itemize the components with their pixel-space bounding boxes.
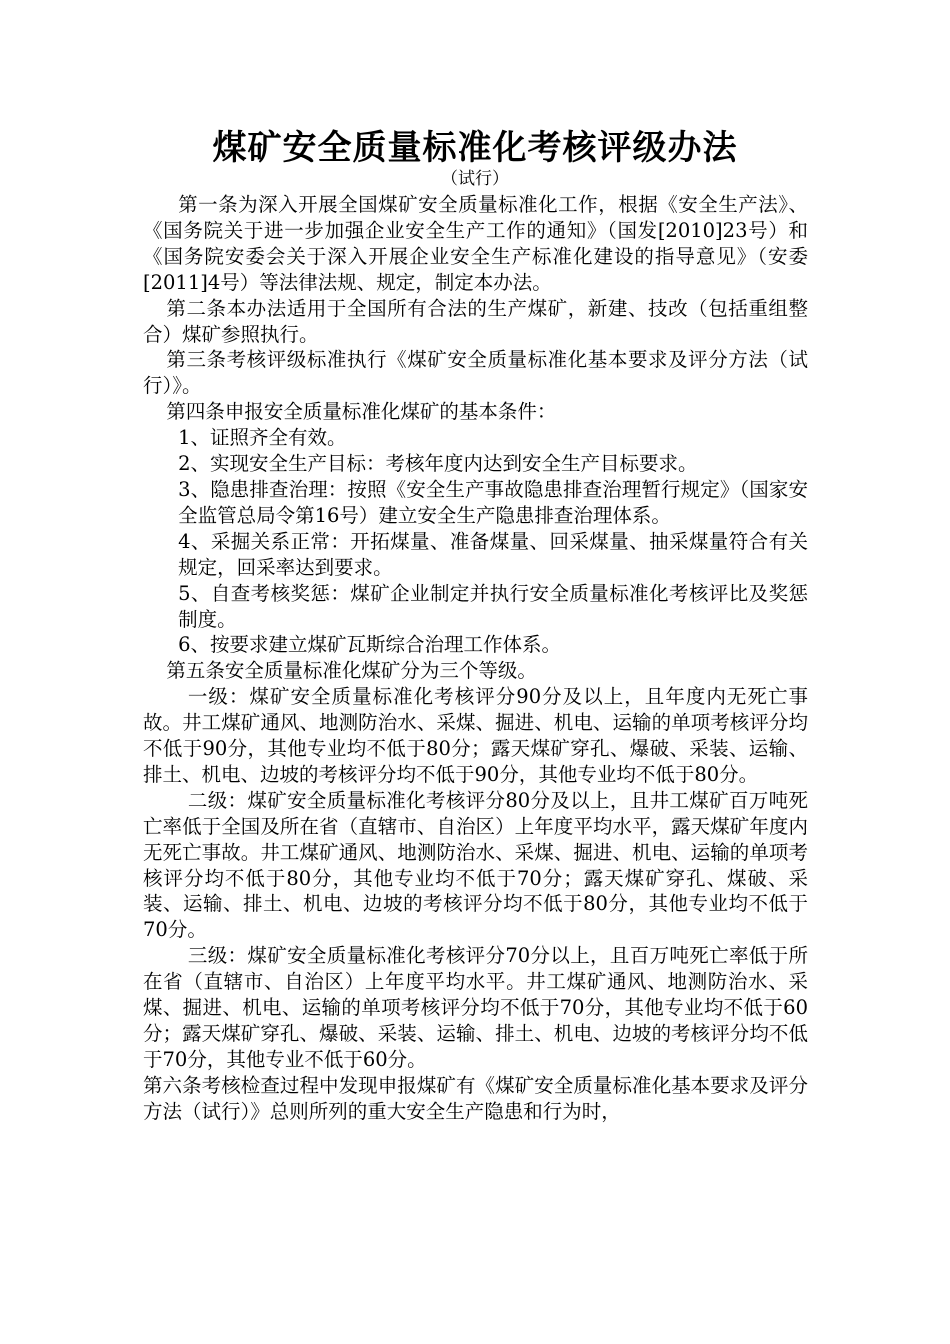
article-6: 第六条考核检查过程中发现申报煤矿有《煤矿安全质量标准化基本要求及评分方法（试行）》总则所列的重大安全生产隐患和行为时，	[143, 1073, 808, 1123]
level-3-paragraph: 三级：煤矿安全质量标准化考核评分70分以上，且百万吨死亡率低于所在省（直辖市、自治区）上年度平均水平。井工煤矿通风、地测防治水、采煤、掘进、机电、运输的单项考核评分均不低于70分，其他专业均不低于60分；露天煤矿穿孔、爆破、采装、运输、排土、机电、边坡的考核评分均不低于70分，其他专业不低于60分。	[143, 944, 808, 1071]
document-subtitle: （试行）	[441, 169, 509, 189]
document-body	[143, 192, 808, 1125]
condition-item-2: 2、实现安全生产目标：考核年度内达到安全生产目标要求。	[178, 452, 698, 476]
condition-item-5: 5、自查考核奖惩：煤矿企业制定并执行安全质量标准化考核评比及奖惩制度。	[178, 581, 808, 631]
condition-item-4: 4、采掘关系正常：开拓煤量、准备煤量、回采煤量、抽采煤量符合有关规定，回采率达到要求。	[178, 529, 808, 579]
document-title: 煤矿安全质量标准化考核评级办法	[212, 128, 738, 168]
article-2: 第二条本办法适用于全国所有合法的生产煤矿，新建、技改（包括重组整合）煤矿参照执行。	[143, 296, 808, 346]
condition-item-1: 1、证照齐全有效。	[178, 426, 347, 450]
level-2-paragraph: 二级：煤矿安全质量标准化考核评分80分及以上，且井工煤矿百万吨死亡率低于全国及所在省（直辖市、自治区）上年度平均水平，露天煤矿年度内无死亡事故。井工煤矿通风、地测防治水、采煤、掘进、机电、运输的单项考核评分均不低于80分，其他专业均不低于70分；露天煤矿穿孔、煤破、采装、运输、排土、机电、边坡的考核评分均不低于80分，其他专业均不低于70分。	[143, 788, 808, 942]
article-1: 第一条为深入开展全国煤矿安全质量标准化工作，根据《安全生产法》、《国务院关于进一步加强企业安全生产工作的通知》（国发[2010]23号）和《国务院安委会关于深入开展企业安全生产标准化建设的指导意见》（安委[2011]4号）等法律法规、规定，制定本办法。	[143, 193, 808, 294]
level-1-paragraph: 一级：煤矿安全质量标准化考核评分90分及以上，且年度内无死亡事故。井工煤矿通风、地测防治水、采煤、掘进、机电、运输的单项考核评分均不低于90分，其他专业均不低于80分；露天煤矿穿孔、爆破、采装、运输、排土、机电、边坡的考核评分均不低于90分，其他专业均不低于80分。	[143, 685, 808, 786]
condition-item-3: 3、隐患排查治理：按照《安全生产事故隐患排查治理暂行规定》（国家安全监管总局令第16号）建立安全生产隐患排查治理体系。	[178, 477, 808, 527]
article-4: 第四条申报安全质量标准化煤矿的基本条件：	[166, 400, 557, 424]
article-3: 第三条考核评级标准执行《煤矿安全质量标准化基本要求及评分方法（试行）》。	[143, 348, 808, 398]
condition-item-6: 6、按要求建立煤矿瓦斯综合治理工作体系。	[178, 633, 562, 657]
article-5: 第五条安全质量标准化煤矿分为三个等级。	[166, 659, 537, 683]
